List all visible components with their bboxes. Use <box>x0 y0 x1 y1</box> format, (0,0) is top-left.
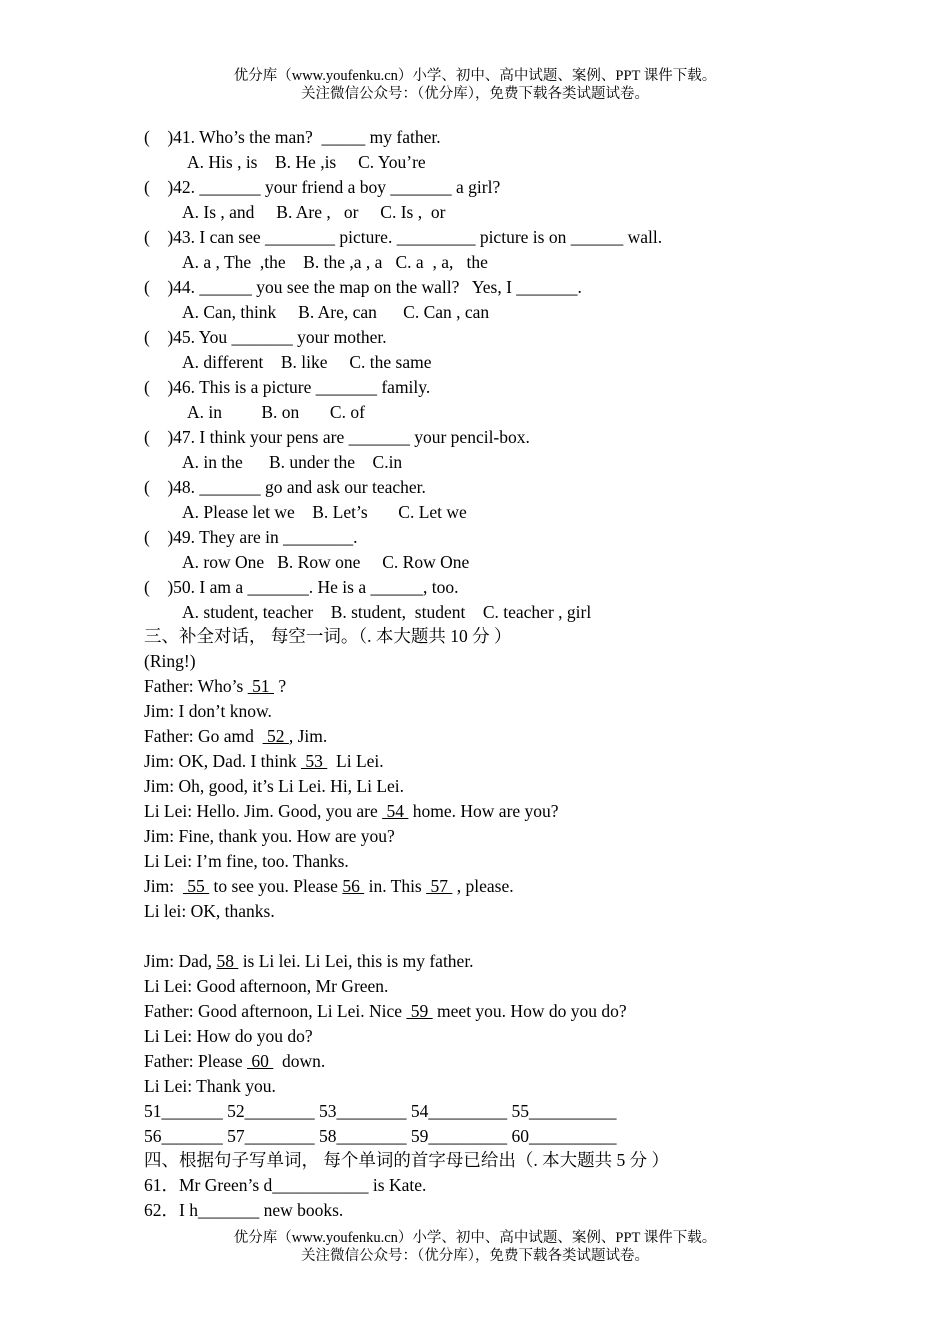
dialogue-line: Father: Go amd 52 , Jim. <box>144 726 328 746</box>
question-62: 62．I h_______ new books. <box>144 1200 344 1220</box>
dialogue-line: Li Lei: How do you do? <box>144 1026 313 1046</box>
question-47: ( )47. I think your pens are _______ your pencil-box. <box>144 427 530 447</box>
question-45: ( )45. You _______ your mother. <box>144 327 387 347</box>
blank-52: 52 <box>262 726 289 746</box>
question-61: 61．Mr Green’s d___________ is Kate. <box>144 1175 427 1195</box>
question-50: ( )50. I am a _______. He is a ______, too. <box>144 577 459 597</box>
options-46: A. in B. on C. of <box>187 402 365 422</box>
blank-57: 57 <box>426 876 453 896</box>
question-49: ( )49. They are in ________. <box>144 527 358 547</box>
dialogue-line: Li Lei: I’m fine, too. Thanks. <box>144 851 349 871</box>
dialogue-line: Father: Please 60 down. <box>144 1051 326 1071</box>
footer-line-2: 关注微信公众号：（优分库），免费下载各类试题试卷。 <box>301 1248 649 1264</box>
blank-56: 56 <box>342 876 365 896</box>
blank-59: 59 <box>406 1001 433 1021</box>
options-50: A. student, teacher B. student, student C. teacher , girl <box>182 602 592 622</box>
dialogue-ring: (Ring!) <box>144 651 196 671</box>
options-42: A. Is , and B. Are , or C. Is , or <box>182 202 446 222</box>
section-4-title: 四、根据句子写单词， 每个单词的首字母已给出（. 本大题共 5 分 ） <box>144 1150 669 1170</box>
page-footer <box>0 1229 950 1265</box>
options-47: A. in the B. under the C.in <box>182 452 403 472</box>
blank-58: 58 <box>216 951 239 971</box>
options-49: A. row One B. Row one C. Row One <box>182 552 470 572</box>
options-41: A. His , is B. He ,is C. You’re <box>187 152 426 172</box>
dialogue-line: Father: Good afternoon, Li Lei. Nice 59 meet you. How do you do? <box>144 1001 627 1021</box>
section-3-title: 三、补全对话， 每空一词。（. 本大题共 10 分 ） <box>144 626 512 646</box>
dialogue-line: Jim: Fine, thank you. How are you? <box>144 826 395 846</box>
dialogue-line: Li Lei: Good afternoon, Mr Green. <box>144 976 389 996</box>
question-48: ( )48. _______ go and ask our teacher. <box>144 477 426 497</box>
options-43: A. a , The ,the B. the ,a , a C. a , a, the <box>182 252 488 272</box>
header-line-2: 关注微信公众号：（优分库），免费下载各类试题试卷。 <box>301 86 649 102</box>
options-48: A. Please let we B. Let’s C. Let we <box>182 502 467 522</box>
dialogue-line: Father: Who’s 51 ? <box>144 676 287 696</box>
dialogue-line: Li Lei: Hello. Jim. Good, you are 54 home. How are you? <box>144 801 559 821</box>
options-45: A. different B. like C. the same <box>182 352 432 372</box>
dialogue-line: Jim: 55 to see you. Please 56 in. This 57 , please. <box>144 876 514 896</box>
dialogue-line: Jim: I don’t know. <box>144 701 272 721</box>
dialogue-line: Jim: OK, Dad. I think 53 Li Lei. <box>144 751 384 771</box>
question-41: ( )41. Who’s the man? _____ my father. <box>144 127 441 147</box>
page-header <box>0 67 950 103</box>
blank-54: 54 <box>382 801 409 821</box>
question-44: ( )44. ______ you see the map on the wall? Yes, I _______. <box>144 277 582 297</box>
header-line-1: 优分库（www.youfenku.cn）小学、初中、高中试题、案例、PPT 课件下载。 <box>233 68 717 84</box>
blank-60: 60 <box>247 1051 274 1071</box>
dialogue-line: Jim: Dad, 58 is Li lei. Li Lei, this is my father. <box>144 951 474 971</box>
question-46: ( )46. This is a picture _______ family. <box>144 377 431 397</box>
question-42: ( )42. _______ your friend a boy _______ a girl? <box>144 177 501 197</box>
dialogue-line: Li lei: OK, thanks. <box>144 901 275 921</box>
question-43: ( )43. I can see ________ picture. _________ picture is on ______ wall. <box>144 227 663 247</box>
answer-row-1: 51_______ 52________ 53________ 54_________ 55__________ <box>144 1101 617 1121</box>
blank-53: 53 <box>301 751 328 771</box>
options-44: A. Can, think B. Are, can C. Can , can <box>182 302 490 322</box>
blank-51: 51 <box>247 676 274 696</box>
blank-55: 55 <box>182 876 210 896</box>
dialogue-line: Li Lei: Thank you. <box>144 1076 276 1096</box>
footer-line-1: 优分库（www.youfenku.cn）小学、初中、高中试题、案例、PPT 课件下载。 <box>233 1230 717 1246</box>
dialogue-line: Jim: Oh, good, it’s Li Lei. Hi, Li Lei. <box>144 776 405 796</box>
answer-row-2: 56_______ 57________ 58________ 59_________ 60__________ <box>144 1126 617 1146</box>
